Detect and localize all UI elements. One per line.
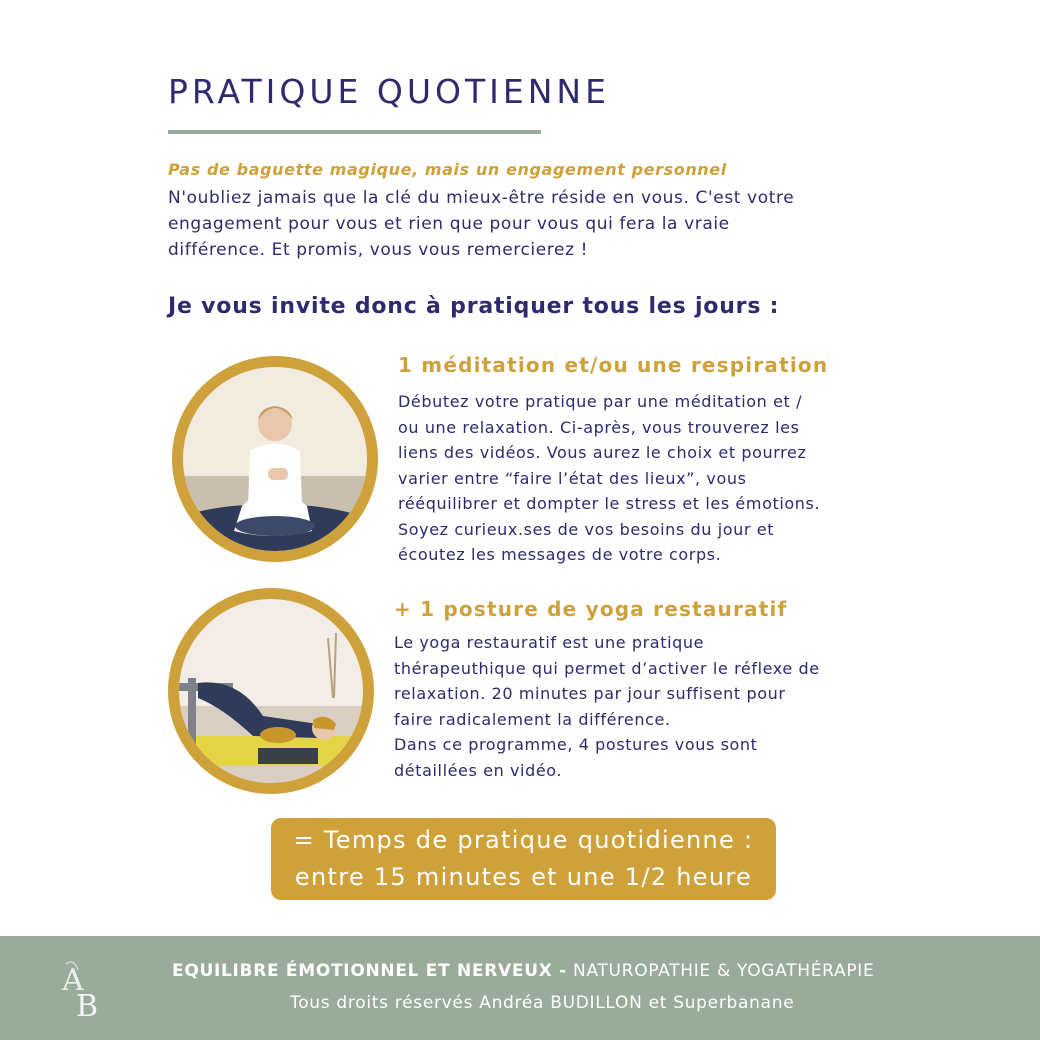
footer	[0, 936, 1040, 1040]
footer-tagline	[172, 961, 874, 981]
section-body-yoga: Le yoga restauratif est une pratique thérapeuthique qui permet d’activer le réflexe de relaxation. 20 minutes par jour suffisent pour faire radicalement la différence. Dans ce programme, 4 postures vous sont détaillées en vidéo.	[394, 633, 820, 780]
practice-time-line2: entre 15 minutes et une 1/2 heure	[294, 863, 753, 891]
footer-copyright: Tous droits réservés Andréa BUDILLON et Superbanane	[290, 993, 795, 1013]
intro-body: N'oubliez jamais que la clé du mieux-être réside en vous. C'est votre engagement pour vous et rien que pour vous qui fera la vraie différence. Et promis, vous vous remercierez !	[168, 188, 795, 260]
intro-subtitle: Pas de baguette magique, mais un engagement personnel	[168, 160, 727, 179]
page-title: PRATIQUE QUOTIENNE	[168, 72, 610, 111]
section-body-meditation: Débutez votre pratique par une méditation et / ou une relaxation. Ci-après, vous trouverez les liens des vidéos. Vous aurez le choix et pourrez varier entre “faire l’état des lieux”, vous rééquilibrer et dompter le stress et les émotions. Soyez curieux.ses de vos besoins du jour et écoutez les messages de votre corps.	[398, 392, 821, 564]
footer-tagline-regular: NATUROPATHIE & YOGATHÉRAPIE	[573, 961, 875, 981]
footer-tagline-bold: EQUILIBRE ÉMOTIONNEL ET NERVEUX -	[172, 961, 567, 981]
practice-time-callout	[271, 818, 776, 900]
invite-heading: Je vous invite donc à pratiquer tous les jours :	[168, 294, 780, 319]
svg-text:B: B	[76, 989, 99, 1020]
yoga-posture-photo	[168, 588, 374, 794]
section-title-meditation: 1 méditation et/ou une respiration	[398, 353, 829, 377]
title-divider	[168, 130, 541, 134]
ab-logo	[56, 956, 112, 1020]
meditation-photo	[172, 356, 378, 562]
svg-text:A: A	[62, 963, 84, 998]
practice-time-line1: = Temps de pratique quotidienne :	[293, 826, 754, 854]
section-title-yoga: + 1 posture de yoga restauratif	[394, 597, 788, 621]
